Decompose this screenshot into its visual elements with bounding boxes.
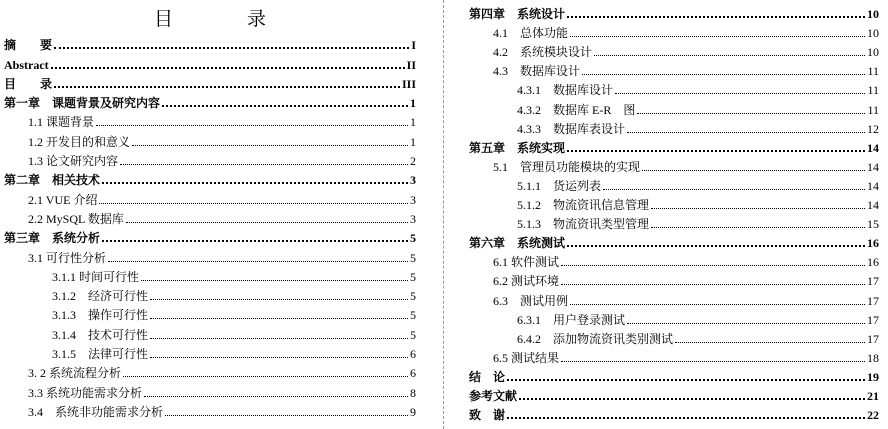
dot-leader (507, 379, 865, 381)
toc-entry-page-number: 11 (867, 83, 879, 98)
toc-entry[interactable] (4, 111, 416, 130)
toc-right-column (469, 3, 879, 423)
toc-entry[interactable] (469, 194, 879, 213)
toc-entry-page-number: 19 (867, 369, 879, 384)
toc-entry-title: 6.4.2 添加物流资讯类别测试 (517, 331, 674, 346)
dot-leader (150, 299, 408, 300)
toc-entry-page-number: 1 (410, 96, 416, 111)
toc-entry-page-number: 1 (410, 134, 416, 149)
toc-entry-page-number: 18 (867, 350, 879, 365)
toc-entry-page-number: 5 (410, 308, 416, 323)
dot-leader (519, 398, 865, 400)
dot-leader (150, 318, 408, 319)
toc-entry[interactable] (4, 246, 416, 265)
toc-entry-page-number: 11 (867, 102, 879, 117)
toc-entry[interactable] (469, 213, 879, 232)
toc-entry-title: 5.1.2 物流资讯信息管理 (517, 198, 650, 213)
toc-entry[interactable] (469, 137, 879, 156)
dot-leader (561, 361, 865, 362)
toc-entry-title: 4.2 系统模块设计 (493, 45, 593, 60)
toc-entry[interactable] (4, 266, 416, 285)
toc-entry[interactable] (4, 208, 416, 227)
toc-entry[interactable] (469, 118, 879, 137)
toc-entry-title: 4.3.2 数据库 E-R 图 (517, 102, 636, 117)
toc-entry-page-number: 6 (410, 347, 416, 362)
dot-leader (642, 170, 865, 171)
toc-entry-title: 4.1 总体功能 (493, 26, 569, 41)
dot-leader (651, 208, 865, 209)
toc-entry[interactable] (4, 188, 416, 207)
dot-leader (108, 261, 408, 262)
dot-leader (637, 113, 865, 114)
toc-entry[interactable] (469, 175, 879, 194)
toc-entry[interactable] (469, 22, 879, 41)
dot-leader (603, 189, 865, 190)
dot-leader (102, 240, 408, 242)
toc-entry-page-number: 22 (867, 408, 879, 423)
toc-entry-page-number: 17 (867, 293, 879, 308)
toc-entry-title: 第二章 相关技术 (4, 173, 101, 188)
toc-entry[interactable] (469, 60, 879, 79)
toc-entry-page-number: 5 (410, 250, 416, 265)
toc-entry-page-number: 14 (867, 159, 879, 174)
toc-entry[interactable] (4, 343, 416, 362)
toc-entry-title: 3.1.4 技术可行性 (52, 327, 149, 342)
toc-entry-title: 4.3.1 数据库设计 (517, 83, 614, 98)
toc-entry[interactable] (469, 98, 879, 117)
dot-leader (582, 74, 865, 75)
toc-entry[interactable] (469, 156, 879, 175)
toc-entry-page-number: 3 (410, 211, 416, 226)
dot-leader (567, 150, 865, 152)
toc-entry-page-number: 16 (867, 255, 879, 270)
toc-entry-title: 3.1 可行性分析 (28, 250, 107, 265)
toc-entry[interactable] (4, 53, 416, 72)
toc-entry-page-number: 10 (867, 7, 879, 22)
toc-entry-page-number: 8 (410, 385, 416, 400)
toc-entry-title: 第五章 系统实现 (469, 140, 566, 155)
dot-leader (561, 284, 865, 285)
toc-entry-page-number: 16 (867, 236, 879, 251)
dot-leader (144, 396, 408, 397)
dot-leader (165, 415, 408, 416)
toc-entry-page-number: 5 (410, 269, 416, 284)
dot-leader (627, 323, 865, 324)
toc-entry-title: 第六章 系统测试 (469, 236, 566, 251)
toc-entry-page-number: 14 (867, 178, 879, 193)
page-divider (443, 0, 444, 429)
toc-entry[interactable] (4, 150, 416, 169)
toc-entry-page-number: 5 (410, 327, 416, 342)
toc-entry[interactable] (4, 362, 416, 381)
toc-entry-title: 6.3.1 用户登录测试 (517, 312, 626, 327)
dot-leader (627, 132, 865, 133)
toc-entry[interactable] (469, 328, 879, 347)
toc-entry-title: 3.1.3 操作可行性 (52, 308, 149, 323)
dot-leader (51, 67, 405, 69)
toc-entry-title: 5.1.1 货运列表 (517, 178, 602, 193)
dot-leader (54, 86, 400, 88)
toc-entry-title: 3.1.2 经济可行性 (52, 289, 149, 304)
dot-leader (102, 182, 408, 184)
toc-left-list (4, 34, 416, 420)
toc-entry-title: 2.1 VUE 介绍 (28, 192, 98, 207)
dot-leader (615, 93, 865, 94)
toc-entry-title: 1.1 课题背景 (28, 115, 95, 130)
toc-entry-page-number: 5 (410, 231, 416, 246)
toc-entry-title: 致 谢 (469, 408, 506, 423)
dot-leader (120, 164, 408, 165)
dot-leader (123, 376, 408, 377)
dot-leader (99, 203, 408, 204)
toc-entry[interactable] (469, 79, 879, 98)
toc-entry[interactable] (469, 366, 879, 385)
dot-leader (594, 55, 865, 56)
toc-entry-page-number: 14 (867, 198, 879, 213)
dot-leader (126, 222, 408, 223)
toc-entry-page-number: 5 (410, 289, 416, 304)
toc-entry-title: 6.1 软件测试 (493, 255, 560, 270)
toc-entry[interactable] (469, 251, 879, 270)
toc-entry-title: 第一章 课题背景及研究内容 (4, 96, 161, 111)
toc-entry-title: 结 论 (469, 369, 506, 384)
toc-entry[interactable] (4, 130, 416, 149)
toc-entry-title: 1.2 开发目的和意义 (28, 134, 131, 149)
toc-entry[interactable] (469, 309, 879, 328)
dot-leader (162, 105, 408, 107)
toc-right-list (469, 3, 879, 423)
toc-entry[interactable] (4, 304, 416, 323)
toc-entry-page-number: 14 (867, 140, 879, 155)
toc-entry-title: 4.3.3 数据库表设计 (517, 121, 626, 136)
toc-entry-page-number: 3 (410, 173, 416, 188)
toc-entry-page-number: II (406, 57, 416, 72)
toc-entry-title: 目 录 (4, 76, 53, 91)
toc-entry-page-number: 11 (867, 64, 879, 79)
toc-entry-title: 3.1.1 时间可行性 (52, 269, 140, 284)
dot-leader (651, 227, 865, 228)
toc-entry-title: 6.2 测试环境 (493, 274, 560, 289)
toc-entry[interactable] (4, 285, 416, 304)
toc-entry[interactable] (4, 92, 416, 111)
toc-entry[interactable] (4, 169, 416, 188)
toc-entry-title: 5.1 管理员功能模块的实现 (493, 159, 641, 174)
dot-leader (141, 280, 408, 281)
toc-entry[interactable] (469, 270, 879, 289)
toc-entry-title: 3. 2 系统流程分析 (28, 366, 122, 381)
toc-left-column (4, 0, 416, 420)
toc-entry-page-number: 17 (867, 312, 879, 327)
toc-entry-page-number: 2 (410, 154, 416, 169)
toc-entry-page-number: 12 (867, 121, 879, 136)
toc-entry-title: 第三章 系统分析 (4, 231, 101, 246)
toc-entry-page-number: 15 (867, 217, 879, 232)
dot-leader (675, 342, 865, 343)
toc-entry-page-number: 17 (867, 331, 879, 346)
toc-entry-title: 参考文献 (469, 388, 518, 403)
toc-entry-page-number: 21 (867, 388, 879, 403)
toc-entry[interactable] (4, 323, 416, 342)
toc-entry-title: 1.3 论文研究内容 (28, 154, 119, 169)
toc-entry[interactable] (4, 227, 416, 246)
toc-entry-title: 5.1.3 物流资讯类型管理 (517, 217, 650, 232)
toc-entry-page-number: 10 (867, 26, 879, 41)
dot-leader (570, 304, 865, 305)
toc-entry-title: 第四章 系统设计 (469, 7, 566, 22)
toc-entry-page-number: 6 (410, 366, 416, 381)
dot-leader (507, 417, 865, 419)
toc-entry[interactable] (4, 401, 416, 420)
toc-title: 目 录 (153, 8, 301, 30)
toc-entry-page-number: I (411, 38, 416, 53)
toc-entry-title: 4.3 数据库设计 (493, 64, 581, 79)
dot-leader (567, 16, 865, 18)
dot-leader (96, 125, 408, 126)
dot-leader (150, 357, 408, 358)
dot-leader (561, 265, 865, 266)
toc-entry[interactable] (469, 232, 879, 251)
toc-entry[interactable] (469, 41, 879, 60)
toc-entry[interactable] (469, 385, 879, 404)
toc-entry-title: 6.3 测试用例 (493, 293, 569, 308)
toc-entry-title: 3.3 系统功能需求分析 (28, 385, 143, 400)
toc-entry-title: 2.2 MySQL 数据库 (28, 211, 124, 226)
dot-leader (570, 36, 865, 37)
toc-entry-title: Abstract (4, 57, 49, 72)
toc-entry-page-number: III (401, 76, 416, 91)
dot-leader (132, 145, 408, 146)
toc-entry-page-number: 17 (867, 274, 879, 289)
dot-leader (150, 338, 408, 339)
toc-entry-page-number: 10 (867, 45, 879, 60)
toc-entry[interactable] (4, 34, 416, 53)
toc-entry[interactable] (4, 381, 416, 400)
toc-entry[interactable] (469, 404, 879, 423)
toc-entry-title: 6.5 测试结果 (493, 350, 560, 365)
toc-entry[interactable] (469, 347, 879, 366)
dot-leader (54, 47, 409, 49)
toc-entry-page-number: 9 (410, 404, 416, 419)
toc-entry[interactable] (469, 289, 879, 308)
toc-entry-page-number: 3 (410, 192, 416, 207)
toc-entry-title: 3.4 系统非功能需求分析 (28, 404, 164, 419)
toc-entry-page-number: 1 (410, 115, 416, 130)
toc-entry-title: 摘 要 (4, 38, 53, 53)
toc-entry[interactable] (469, 3, 879, 22)
toc-entry[interactable] (4, 73, 416, 92)
dot-leader (567, 245, 865, 247)
toc-entry-title: 3.1.5 法律可行性 (52, 347, 149, 362)
